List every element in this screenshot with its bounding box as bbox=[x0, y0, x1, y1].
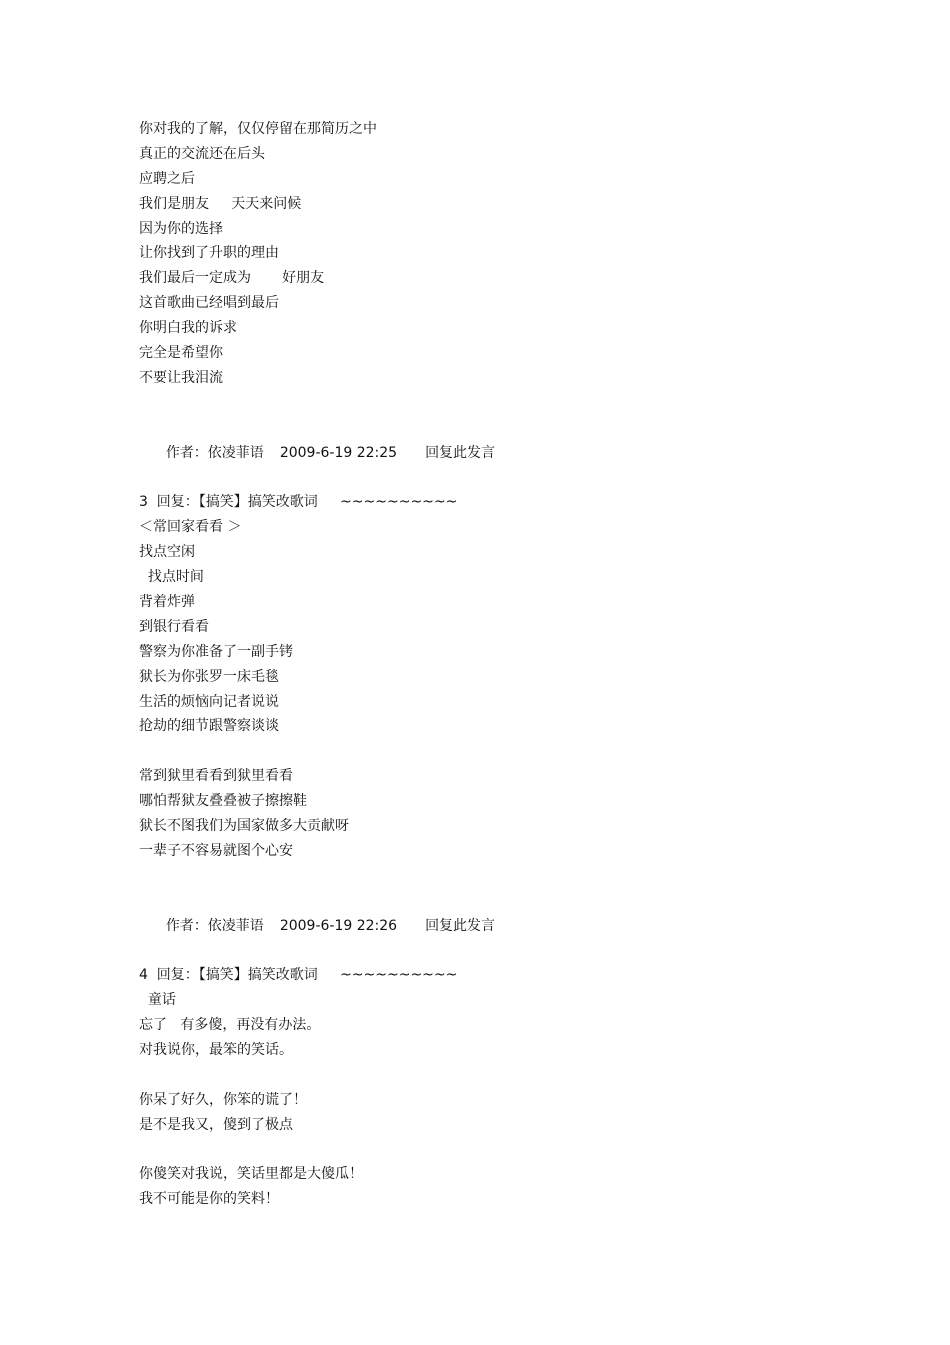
lyric-line: 我们最后一定成为 好朋友 bbox=[139, 270, 325, 287]
lyric-line: 找点时间 bbox=[139, 569, 204, 586]
lyric-line: 到银行看看 bbox=[139, 618, 209, 635]
lyric-line: 你傻笑对我说，笑话里都是大傻瓜！ bbox=[139, 1166, 363, 1183]
lyric-line: 抢劫的细节跟警察谈谈 bbox=[139, 718, 279, 735]
forum-page bbox=[139, 117, 899, 1212]
lyric-line: 忘了 有多傻，再没有办法。 bbox=[139, 1017, 321, 1034]
lyric-line: 真正的交流还在后头 bbox=[139, 145, 265, 162]
lyric-line: 你呆了好久，你笨的谎了！ bbox=[139, 1091, 307, 1108]
lyric-line: 生活的烦恼向记者说说 bbox=[139, 693, 279, 710]
post-author: 作者：依凌菲语 bbox=[165, 444, 264, 461]
post-author: 作者：依凌菲语 bbox=[165, 917, 264, 934]
lyric-line: 这首歌曲已经唱到最后 bbox=[139, 295, 279, 312]
spacer bbox=[139, 391, 899, 416]
blank-line bbox=[139, 1138, 899, 1163]
lyric-line: 找点空闲 bbox=[139, 544, 195, 561]
spacer bbox=[139, 864, 899, 889]
lyric-line: 因为你的选择 bbox=[139, 220, 223, 237]
lyric-line: 一辈子不容易就图个心安 bbox=[139, 842, 293, 859]
lyric-line: 背着炸弹 bbox=[139, 593, 195, 610]
post-4-body bbox=[139, 988, 899, 1212]
lyric-line: 应聘之后 bbox=[139, 170, 195, 187]
post-timestamp: 2009-6-19 22:26 bbox=[279, 917, 398, 934]
lyric-line: 对我说你，最笨的笑话。 bbox=[139, 1041, 293, 1058]
lyric-line: 狱长为你张罗一床毛毯 bbox=[139, 668, 279, 685]
lyric-line: 常到狱里看看到狱里看看 bbox=[139, 768, 293, 785]
post-3-header: 3 回复：【搞笑】搞笑改歌词 ~~~~~~~~~~ bbox=[139, 494, 458, 511]
lyric-line: 童话 bbox=[139, 992, 176, 1009]
blank-line bbox=[139, 1063, 899, 1088]
lyric-line: 你明白我的诉求 bbox=[139, 320, 237, 337]
lyric-line: 我们是朋友 天天来问候 bbox=[139, 195, 302, 212]
blank-line bbox=[139, 739, 899, 764]
reply-link[interactable]: 回复此发言 bbox=[425, 444, 496, 461]
post-3-body bbox=[139, 515, 899, 863]
lyric-line: 是不是我又，傻到了极点 bbox=[139, 1116, 293, 1133]
lyric-line: 哪怕帮狱友叠叠被子擦擦鞋 bbox=[139, 793, 307, 810]
lyric-line: 警察为你准备了一副手铐 bbox=[139, 643, 293, 660]
lyric-line: 狱长不图我们为国家做多大贡献呀 bbox=[139, 817, 349, 834]
lyric-line: 完全是希望你 bbox=[139, 345, 223, 362]
lyric-line: 你对我的了解，仅仅停留在那简历之中 bbox=[139, 121, 377, 137]
post-4-header: 4 回复：【搞笑】搞笑改歌词 ~~~~~~~~~~ bbox=[139, 967, 458, 984]
post-timestamp: 2009-6-19 22:25 bbox=[279, 444, 398, 461]
post-1-meta bbox=[139, 416, 899, 461]
post-3-meta bbox=[139, 889, 899, 934]
post-1-body bbox=[139, 117, 899, 391]
reply-link[interactable]: 回复此发言 bbox=[425, 917, 496, 934]
lyric-line: 让你找到了升职的理由 bbox=[139, 245, 279, 262]
lyric-line: ＜常回家看看 ＞ bbox=[139, 519, 242, 536]
lyric-line: 不要让我泪流 bbox=[139, 369, 223, 386]
lyric-line: 我不可能是你的笑料！ bbox=[139, 1191, 279, 1208]
